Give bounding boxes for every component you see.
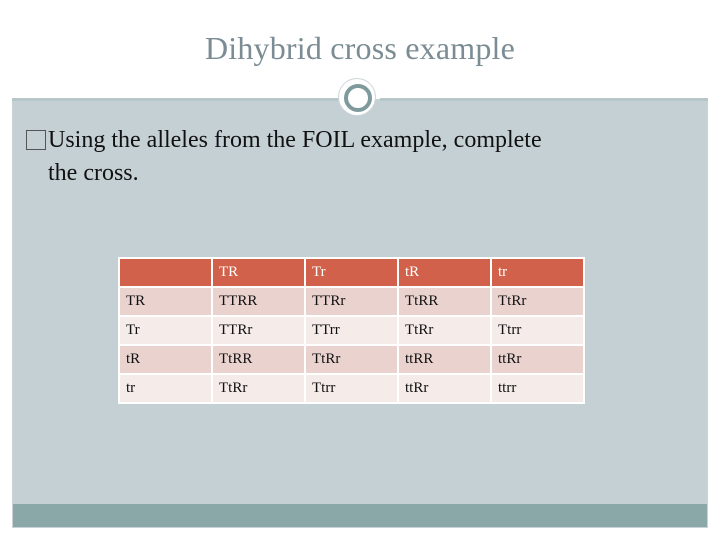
row-label-cell: TR (119, 287, 212, 316)
table-row (119, 316, 584, 345)
table-cell: TTRr (305, 287, 398, 316)
row-label-cell: Tr (119, 316, 212, 345)
table-row (119, 287, 584, 316)
header-cell: tr (491, 258, 584, 287)
bullet-paragraph (26, 124, 696, 190)
row-label-cell: tR (119, 345, 212, 374)
table-cell: Ttrr (491, 316, 584, 345)
table-cell: TTRr (212, 316, 305, 345)
punnett-square-table (118, 257, 585, 404)
header-cell: tR (398, 258, 491, 287)
table-cell: TTRR (212, 287, 305, 316)
bullet-box-icon (26, 130, 46, 150)
table-row (119, 374, 584, 403)
table-cell: TtRR (212, 345, 305, 374)
header-corner-cell (119, 258, 212, 287)
table-row (119, 345, 584, 374)
table-cell: TtRr (491, 287, 584, 316)
divider-ring-icon (338, 78, 376, 116)
table-cell: TTrr (305, 316, 398, 345)
header-cell: TR (212, 258, 305, 287)
table-cell: TtRR (398, 287, 491, 316)
table-cell: TtRr (305, 345, 398, 374)
header-cell: Tr (305, 258, 398, 287)
bullet-line-2: the cross. (48, 160, 139, 186)
table-cell: ttRr (398, 374, 491, 403)
table-cell: Ttrr (305, 374, 398, 403)
table-cell: TtRr (212, 374, 305, 403)
table-cell: ttrr (491, 374, 584, 403)
footer-bar (13, 504, 707, 527)
divider-right (380, 98, 708, 101)
ring-inner (344, 84, 372, 112)
bullet-line-1: Using the alleles from the FOIL example, complete (48, 127, 542, 153)
slide-title: Dihybrid cross example (204, 30, 516, 66)
table-cell: TtRr (398, 316, 491, 345)
table-header-row (119, 258, 584, 287)
table-cell: ttRR (398, 345, 491, 374)
row-label-cell: tr (119, 374, 212, 403)
divider-left (12, 98, 342, 101)
table-cell: ttRr (491, 345, 584, 374)
